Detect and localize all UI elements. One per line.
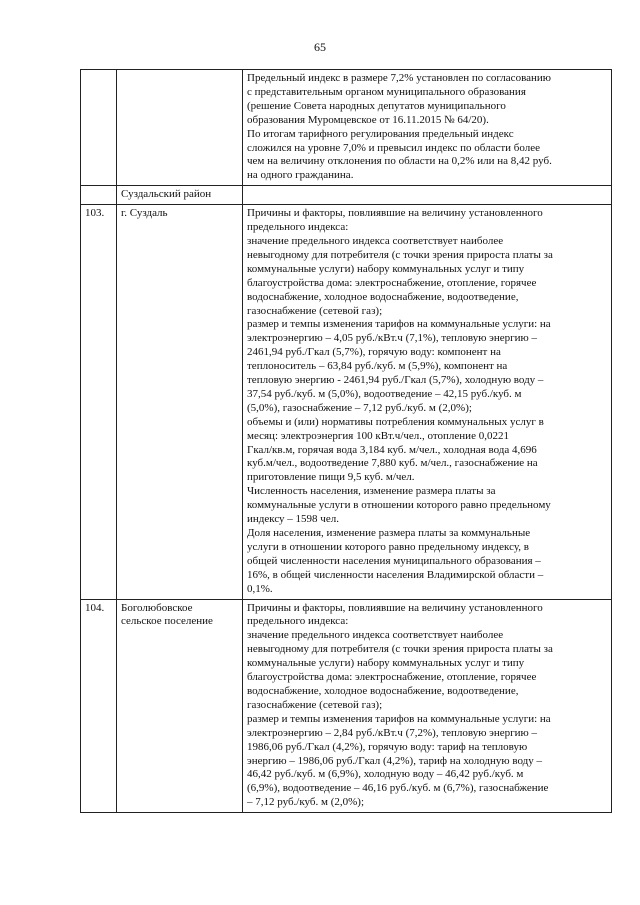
text-line: индексу – 1598 чел. <box>247 513 339 526</box>
text-line: водоснабжение, холодное водоснабжение, водоотведение, <box>247 290 519 303</box>
page-number: 65 <box>314 40 326 54</box>
text-line: 46,42 руб./куб. м (6,9%), холодную воду – 46,42 руб./куб. м <box>247 768 524 781</box>
table-row-continuation <box>81 70 612 186</box>
text-line: общей численности населения муниципального образования – <box>247 554 541 567</box>
text-line: на одного гражданина. <box>247 169 354 182</box>
text-line: водоснабжение, холодное водоснабжение, водоотведение, <box>247 684 519 697</box>
text-line: теплоноситель – 63,84 руб./куб. м (5,9%), компонент на <box>247 360 508 373</box>
table-row-104 <box>81 599 612 813</box>
description-cell <box>243 599 612 813</box>
text-line: услуги в отношении которого равно предельному индексу, в <box>247 540 529 553</box>
text-line: коммунальные услуги в отношении которого равно предельному <box>247 499 551 512</box>
text-line: энергию – 1986,06 руб./Гкал (4,2%), тариф на холодную воду – <box>247 754 543 767</box>
text-line: (5,0%), газоснабжение – 7,12 руб./куб. м (2,0%); <box>247 401 472 414</box>
text-line: газоснабжение (сетевой газ); <box>247 698 383 711</box>
text-line: 16%, в общей численности населения Владимирской области – <box>247 568 544 581</box>
text-line: 2461,94 руб./Гкал (5,7%), горячую воду: компонент на <box>247 346 501 359</box>
row-number-cell <box>81 70 117 186</box>
text-line: Предельный индекс в размере 7,2% установлен по согласованию <box>247 72 551 84</box>
row-number: 103. <box>81 205 117 599</box>
description-cell <box>243 205 612 599</box>
text-line: электроэнергию – 2,84 руб./кВт.ч (7,2%), тепловую энергию – <box>247 726 538 739</box>
text-line: сложился на уровне 7,0% и превысил индекс по области более <box>247 141 540 154</box>
municipality-name <box>117 599 243 813</box>
text-line: электроэнергию – 4,05 руб./кВт.ч (7,1%), тепловую энергию – <box>247 332 538 345</box>
municipality-name <box>117 205 243 599</box>
text-line: чем на величину отклонения по области на 0,2% или на 8,42 руб. <box>247 155 552 168</box>
text-line: благоустройства дома: электроснабжение, отопление, горячее <box>247 671 537 684</box>
text-line: невыгодному для потребителя (с точки зрения прироста платы за <box>247 248 553 261</box>
text-line: невыгодному для потребителя (с точки зрения прироста платы за <box>247 643 553 656</box>
text-line: (6,9%), водоотведение – 46,16 руб./куб. м (6,7%), газоснабжение <box>247 782 549 795</box>
text-line: приготовление пищи 9,5 куб. м/чел. <box>247 471 415 484</box>
text-line: 37,54 руб./куб. м (5,0%), водоотведение – 42,15 руб./куб. м <box>247 387 522 400</box>
text-line: объемы и (или) нормативы потребления коммунальных услуг в <box>247 415 544 428</box>
text-line: тепловую энергию - 2461,94 руб./Гкал (5,7%), холодную воду – <box>247 374 544 387</box>
text-line: предельного индекса: <box>247 221 349 234</box>
municipality-line: сельское поселение <box>121 615 213 628</box>
municipal-index-table <box>80 69 612 813</box>
text-line: месяц: электроэнергия 100 кВт.ч/чел., отопление 0,0221 <box>247 429 509 442</box>
text-line: 1986,06 руб./Гкал (4,2%), горячую воду: тариф на тепловую <box>247 740 528 753</box>
row-number: 104. <box>81 599 117 813</box>
text-line: По итогам тарифного регулирования предельный индекс <box>247 127 514 140</box>
district-name: Суздальский район <box>117 186 243 205</box>
text-line: – 7,12 руб./куб. м (2,0%); <box>247 796 365 809</box>
text-line: (решение Совета народных депутатов муниципального <box>247 99 506 112</box>
text-line: куб.м/чел., водоотведение 7,880 куб. м/чел., газоснабжение на <box>247 457 538 470</box>
text-line: Гкал/кв.м, горячая вода 3,184 куб. м/чел., холодная вода 4,696 <box>247 443 537 456</box>
description-cell <box>243 70 612 186</box>
text-line: газоснабжение (сетевой газ); <box>247 304 383 317</box>
row-number-cell <box>81 186 117 205</box>
table-row-district <box>81 186 612 205</box>
text-line: Доля населения, изменение размера платы за коммунальные <box>247 527 531 539</box>
municipality-line: г. Суздаль <box>121 207 168 220</box>
text-line: с представительным органом муниципального образования <box>247 85 526 98</box>
municipality-cell <box>117 70 243 186</box>
table-row-103 <box>81 205 612 599</box>
text-line: размер и темпы изменения тарифов на коммунальные услуги: на <box>247 318 551 331</box>
text-line: Причины и факторы, повлиявшие на величину установленного <box>247 601 543 614</box>
text-line: благоустройства дома: электроснабжение, отопление, горячее <box>247 276 537 289</box>
table-body <box>81 70 612 813</box>
text-line: значение предельного индекса соответствует наиболее <box>247 629 504 642</box>
text-line: коммунальные услуги) набору коммунальных услуг и типу <box>247 657 525 670</box>
municipality-line: Боголюбовское <box>121 601 193 614</box>
text-line: Численность населения, изменение размера платы за <box>247 485 496 498</box>
text-line: размер и темпы изменения тарифов на коммунальные услуги: на <box>247 712 551 725</box>
text-line: предельного индекса: <box>247 615 349 628</box>
text-line: значение предельного индекса соответствует наиболее <box>247 234 504 247</box>
text-line: Причины и факторы, повлиявшие на величину установленного <box>247 207 543 220</box>
text-line: 0,1%. <box>247 582 273 595</box>
text-line: образования Муромцевское от 16.11.2015 № 64/20). <box>247 113 489 126</box>
description-cell <box>243 186 612 205</box>
text-line: коммунальные услуги) набору коммунальных услуг и типу <box>247 262 525 275</box>
